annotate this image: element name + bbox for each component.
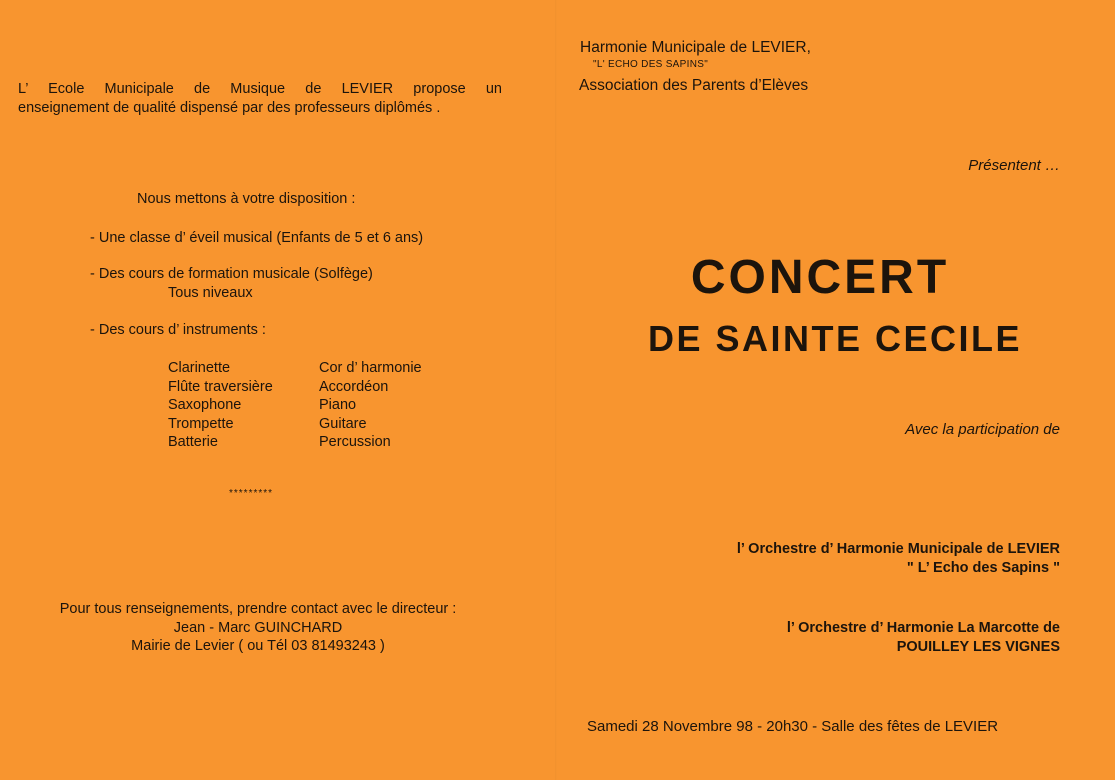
instrument-item: Saxophone [168,397,242,413]
concert-title: CONCERT [690,251,950,304]
instruments-column-2 [319,359,422,452]
bullet-eveil-musical: - Une classe d’ éveil musical (Enfants de 5 et 6 ans) [90,230,424,246]
contact-phone: Mairie de Levier ( ou Tél 03 81493243 ) [131,638,385,654]
event-date-venue: Samedi 28 Novembre 98 - 20h30 - Salle des fêtes de LEVIER [587,718,999,735]
instrument-item: Cor d’ harmonie [319,360,422,376]
contact-line-1: Pour tous renseignements, prendre contact avec le directeur : [59,601,457,617]
presentent-text: Présentent … [968,157,1060,174]
organizer-harmonie: Harmonie Municipale de LEVIER, [580,39,811,56]
orchestra-marcotte [787,619,1060,657]
bullet-formation-musicale: - Des cours de formation musicale (Solfège) [90,266,373,282]
instruments-column-1 [168,359,273,452]
asterisk-separator: ********* [229,488,274,499]
disposition-heading: Nous mettons à votre disposition : [137,191,356,207]
instrument-item: Guitare [319,415,367,432]
organizer-parents-association: Association des Parents d’Elèves [579,77,809,94]
orchestra-marcotte-name: l’ Orchestre d’ Harmonie La Marcotte de [786,620,1060,636]
orchestra-levier-name: l’ Orchestre d’ Harmonie Municipale de LEVIER [736,541,1060,557]
instrument-item: Accordéon [319,378,389,395]
school-intro [18,80,502,118]
concert-subtitle: DE SAINTE CECILE [647,318,1023,359]
organizer-nickname: "L' ECHO DES SAPINS" [593,59,709,70]
instrument-item: Clarinette [168,360,231,376]
contact-block [18,600,498,656]
orchestra-levier-nickname: " L’ Echo des Sapins " [906,560,1060,576]
instrument-item: Flûte traversière [168,378,273,395]
director-name: Jean - Marc GUINCHARD [173,619,343,636]
bullet-formation-levels: Tous niveaux [168,285,253,301]
instrument-item: Piano [319,397,357,413]
orchestra-marcotte-town: POUILLEY LES VIGNES [896,639,1060,655]
intro-line-1: L’ Ecole Municipale de Musique de LEVIER propose un [18,81,502,97]
right-panel [555,0,1115,780]
bullet-instruments: - Des cours d’ instruments : [90,322,266,338]
participation-text: Avec la participation de [905,421,1060,438]
left-panel [0,0,555,780]
instrument-item: Trompette [168,415,234,432]
instrument-item: Percussion [319,434,391,450]
intro-line-2: enseignement de qualité dispensé par des professeurs diplômés . [18,100,441,116]
instrument-item: Batterie [168,434,218,450]
orchestra-levier [737,540,1060,578]
